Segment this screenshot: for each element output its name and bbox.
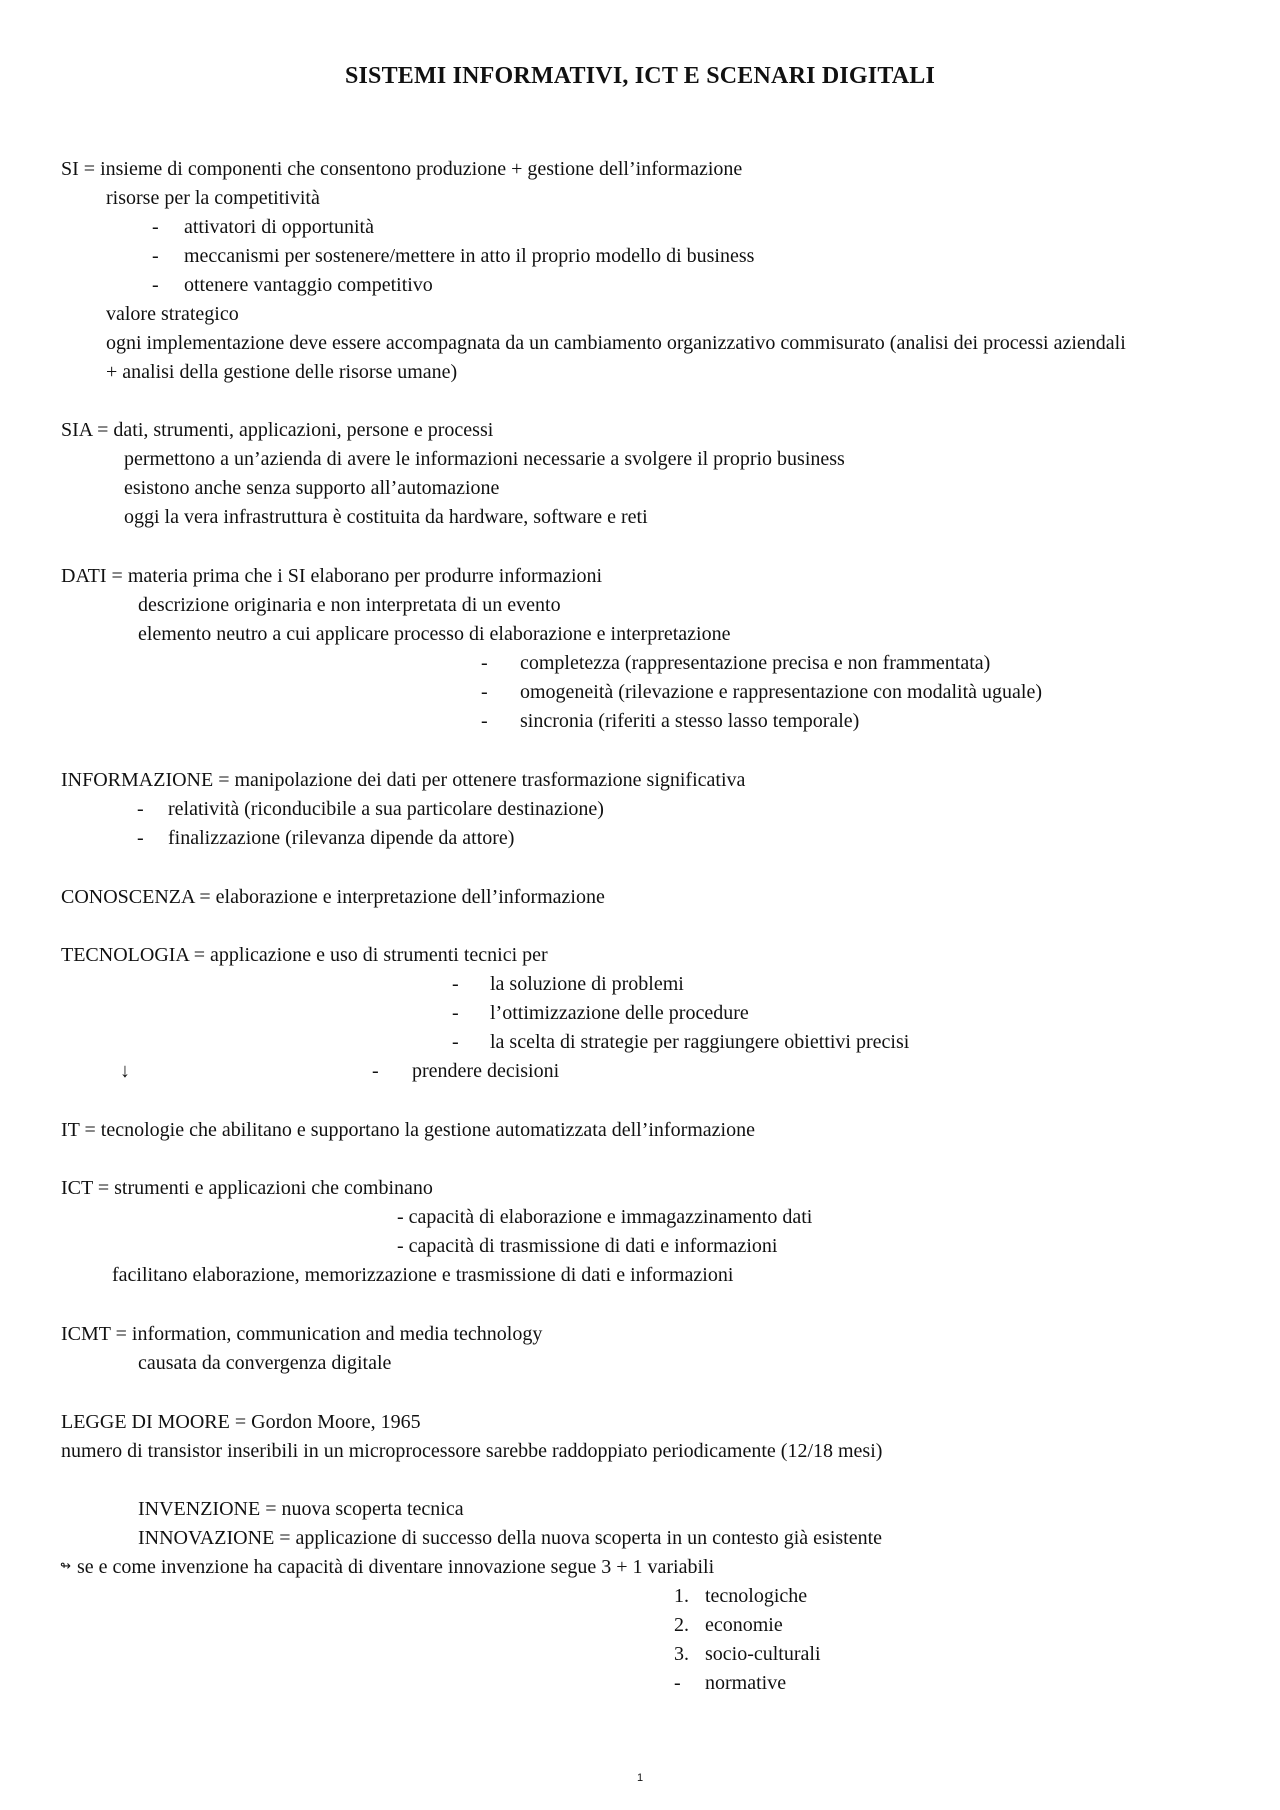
dati-bullet: omogeneità (rilevazione e rappresentazione con modalità uguale) bbox=[520, 681, 1042, 703]
icmt-line: causata da convergenza digitale bbox=[138, 1352, 392, 1374]
bullet-dash: - bbox=[372, 1060, 379, 1082]
sia-line: esistono anche senza supporto all’automazione bbox=[124, 477, 500, 499]
icmt-heading: ICMT = information, communication and media technology bbox=[61, 1323, 543, 1345]
variable-label: normative bbox=[705, 1672, 787, 1694]
moore-line: numero di transistor inseribili in un microprocessore sarebbe raddoppiato periodicamente (12/18 mesi) bbox=[61, 1440, 883, 1462]
si-subline: risorse per la competitività bbox=[106, 187, 320, 209]
si-implementation-line-1: ogni implementazione deve essere accompagnata da un cambiamento organizzativo commisurato (analisi dei processi aziendali bbox=[106, 332, 1126, 354]
si-bullet: ottenere vantaggio competitivo bbox=[184, 274, 433, 296]
page-number: 1 bbox=[636, 1772, 644, 1784]
informazione-bullet: relatività (riconducibile a sua particolare destinazione) bbox=[168, 798, 604, 820]
tecnologia-bullet: la scelta di strategie per raggiungere obiettivi precisi bbox=[490, 1031, 910, 1053]
variable-label: economie bbox=[705, 1614, 783, 1636]
it-heading: IT = tecnologie che abilitano e supportano la gestione automatizzata dell’informazione bbox=[61, 1119, 755, 1141]
innovazione-line: INNOVAZIONE = applicazione di successo della nuova scoperta in un contesto già esistente bbox=[138, 1527, 883, 1549]
bullet-dash: - bbox=[481, 681, 488, 703]
dati-bullet: completezza (rappresentazione precisa e non frammentata) bbox=[520, 652, 991, 674]
down-arrow-icon: ↓ bbox=[120, 1060, 130, 1082]
bullet-dash: - bbox=[481, 652, 488, 674]
bullet-dash: - bbox=[152, 245, 159, 267]
si-valore: valore strategico bbox=[106, 303, 239, 325]
sia-line: permettono a un’azienda di avere le informazioni necessarie a svolgere il proprio business bbox=[124, 448, 845, 470]
ict-bullet: - capacità di trasmissione di dati e informazioni bbox=[397, 1235, 778, 1257]
ict-bullet: - capacità di elaborazione e immagazzinamento dati bbox=[397, 1206, 813, 1228]
si-bullet: attivatori di opportunità bbox=[184, 216, 374, 238]
page-title: SISTEMI INFORMATIVI, ICT E SCENARI DIGITALI bbox=[344, 63, 936, 89]
curved-arrow-icon: ↬ bbox=[60, 1559, 71, 1574]
bullet-dash: - bbox=[137, 798, 144, 820]
tecnologia-bullet: l’ottimizzazione delle procedure bbox=[490, 1002, 749, 1024]
variable-marker: - bbox=[674, 1672, 681, 1694]
dati-line: descrizione originaria e non interpretata di un evento bbox=[138, 594, 561, 616]
sia-line: oggi la vera infrastruttura è costituita da hardware, software e reti bbox=[124, 506, 648, 528]
si-implementation-line-2: + analisi della gestione delle risorse umane) bbox=[106, 361, 458, 383]
variable-marker: 1. bbox=[674, 1585, 689, 1607]
variable-marker: 3. bbox=[674, 1643, 689, 1665]
informazione-heading: INFORMAZIONE = manipolazione dei dati per ottenere trasformazione significativa bbox=[61, 769, 746, 791]
conoscenza-heading: CONOSCENZA = elaborazione e interpretazione dell’informazione bbox=[61, 886, 605, 908]
dati-line: elemento neutro a cui applicare processo di elaborazione e interpretazione bbox=[138, 623, 731, 645]
si-bullet: meccanismi per sostenere/mettere in atto il proprio modello di business bbox=[184, 245, 755, 267]
invenzione-line: INVENZIONE = nuova scoperta tecnica bbox=[138, 1498, 464, 1520]
bullet-dash: - bbox=[452, 1002, 459, 1024]
tecnologia-extra: prendere decisioni bbox=[412, 1060, 560, 1082]
dati-heading: DATI = materia prima che i SI elaborano per produrre informazioni bbox=[61, 565, 603, 587]
bullet-dash: - bbox=[152, 216, 159, 238]
bullet-dash: - bbox=[481, 710, 488, 732]
ict-heading: ICT = strumenti e applicazioni che combinano bbox=[61, 1177, 433, 1199]
informazione-bullet: finalizzazione (rilevanza dipende da attore) bbox=[168, 827, 515, 849]
bullet-dash: - bbox=[452, 1031, 459, 1053]
ict-line: facilitano elaborazione, memorizzazione e trasmissione di dati e informazioni bbox=[112, 1264, 734, 1286]
tecnologia-heading: TECNOLOGIA = applicazione e uso di strumenti tecnici per bbox=[61, 944, 548, 966]
variable-label: tecnologiche bbox=[705, 1585, 808, 1607]
moore-heading: LEGGE DI MOORE = Gordon Moore, 1965 bbox=[61, 1411, 421, 1433]
variable-label: socio-culturali bbox=[705, 1643, 821, 1665]
si-heading: SI = insieme di componenti che consentono produzione + gestione dell’informazione bbox=[61, 158, 743, 180]
bullet-dash: - bbox=[137, 827, 144, 849]
sia-heading: SIA = dati, strumenti, applicazioni, persone e processi bbox=[61, 419, 494, 441]
bullet-dash: - bbox=[152, 274, 159, 296]
innovazione-variables-line: se e come invenzione ha capacità di diventare innovazione segue 3 + 1 variabili bbox=[77, 1556, 715, 1578]
variable-marker: 2. bbox=[674, 1614, 689, 1636]
bullet-dash: - bbox=[452, 973, 459, 995]
dati-bullet: sincronia (riferiti a stesso lasso temporale) bbox=[520, 710, 860, 732]
tecnologia-bullet: la soluzione di problemi bbox=[490, 973, 684, 995]
